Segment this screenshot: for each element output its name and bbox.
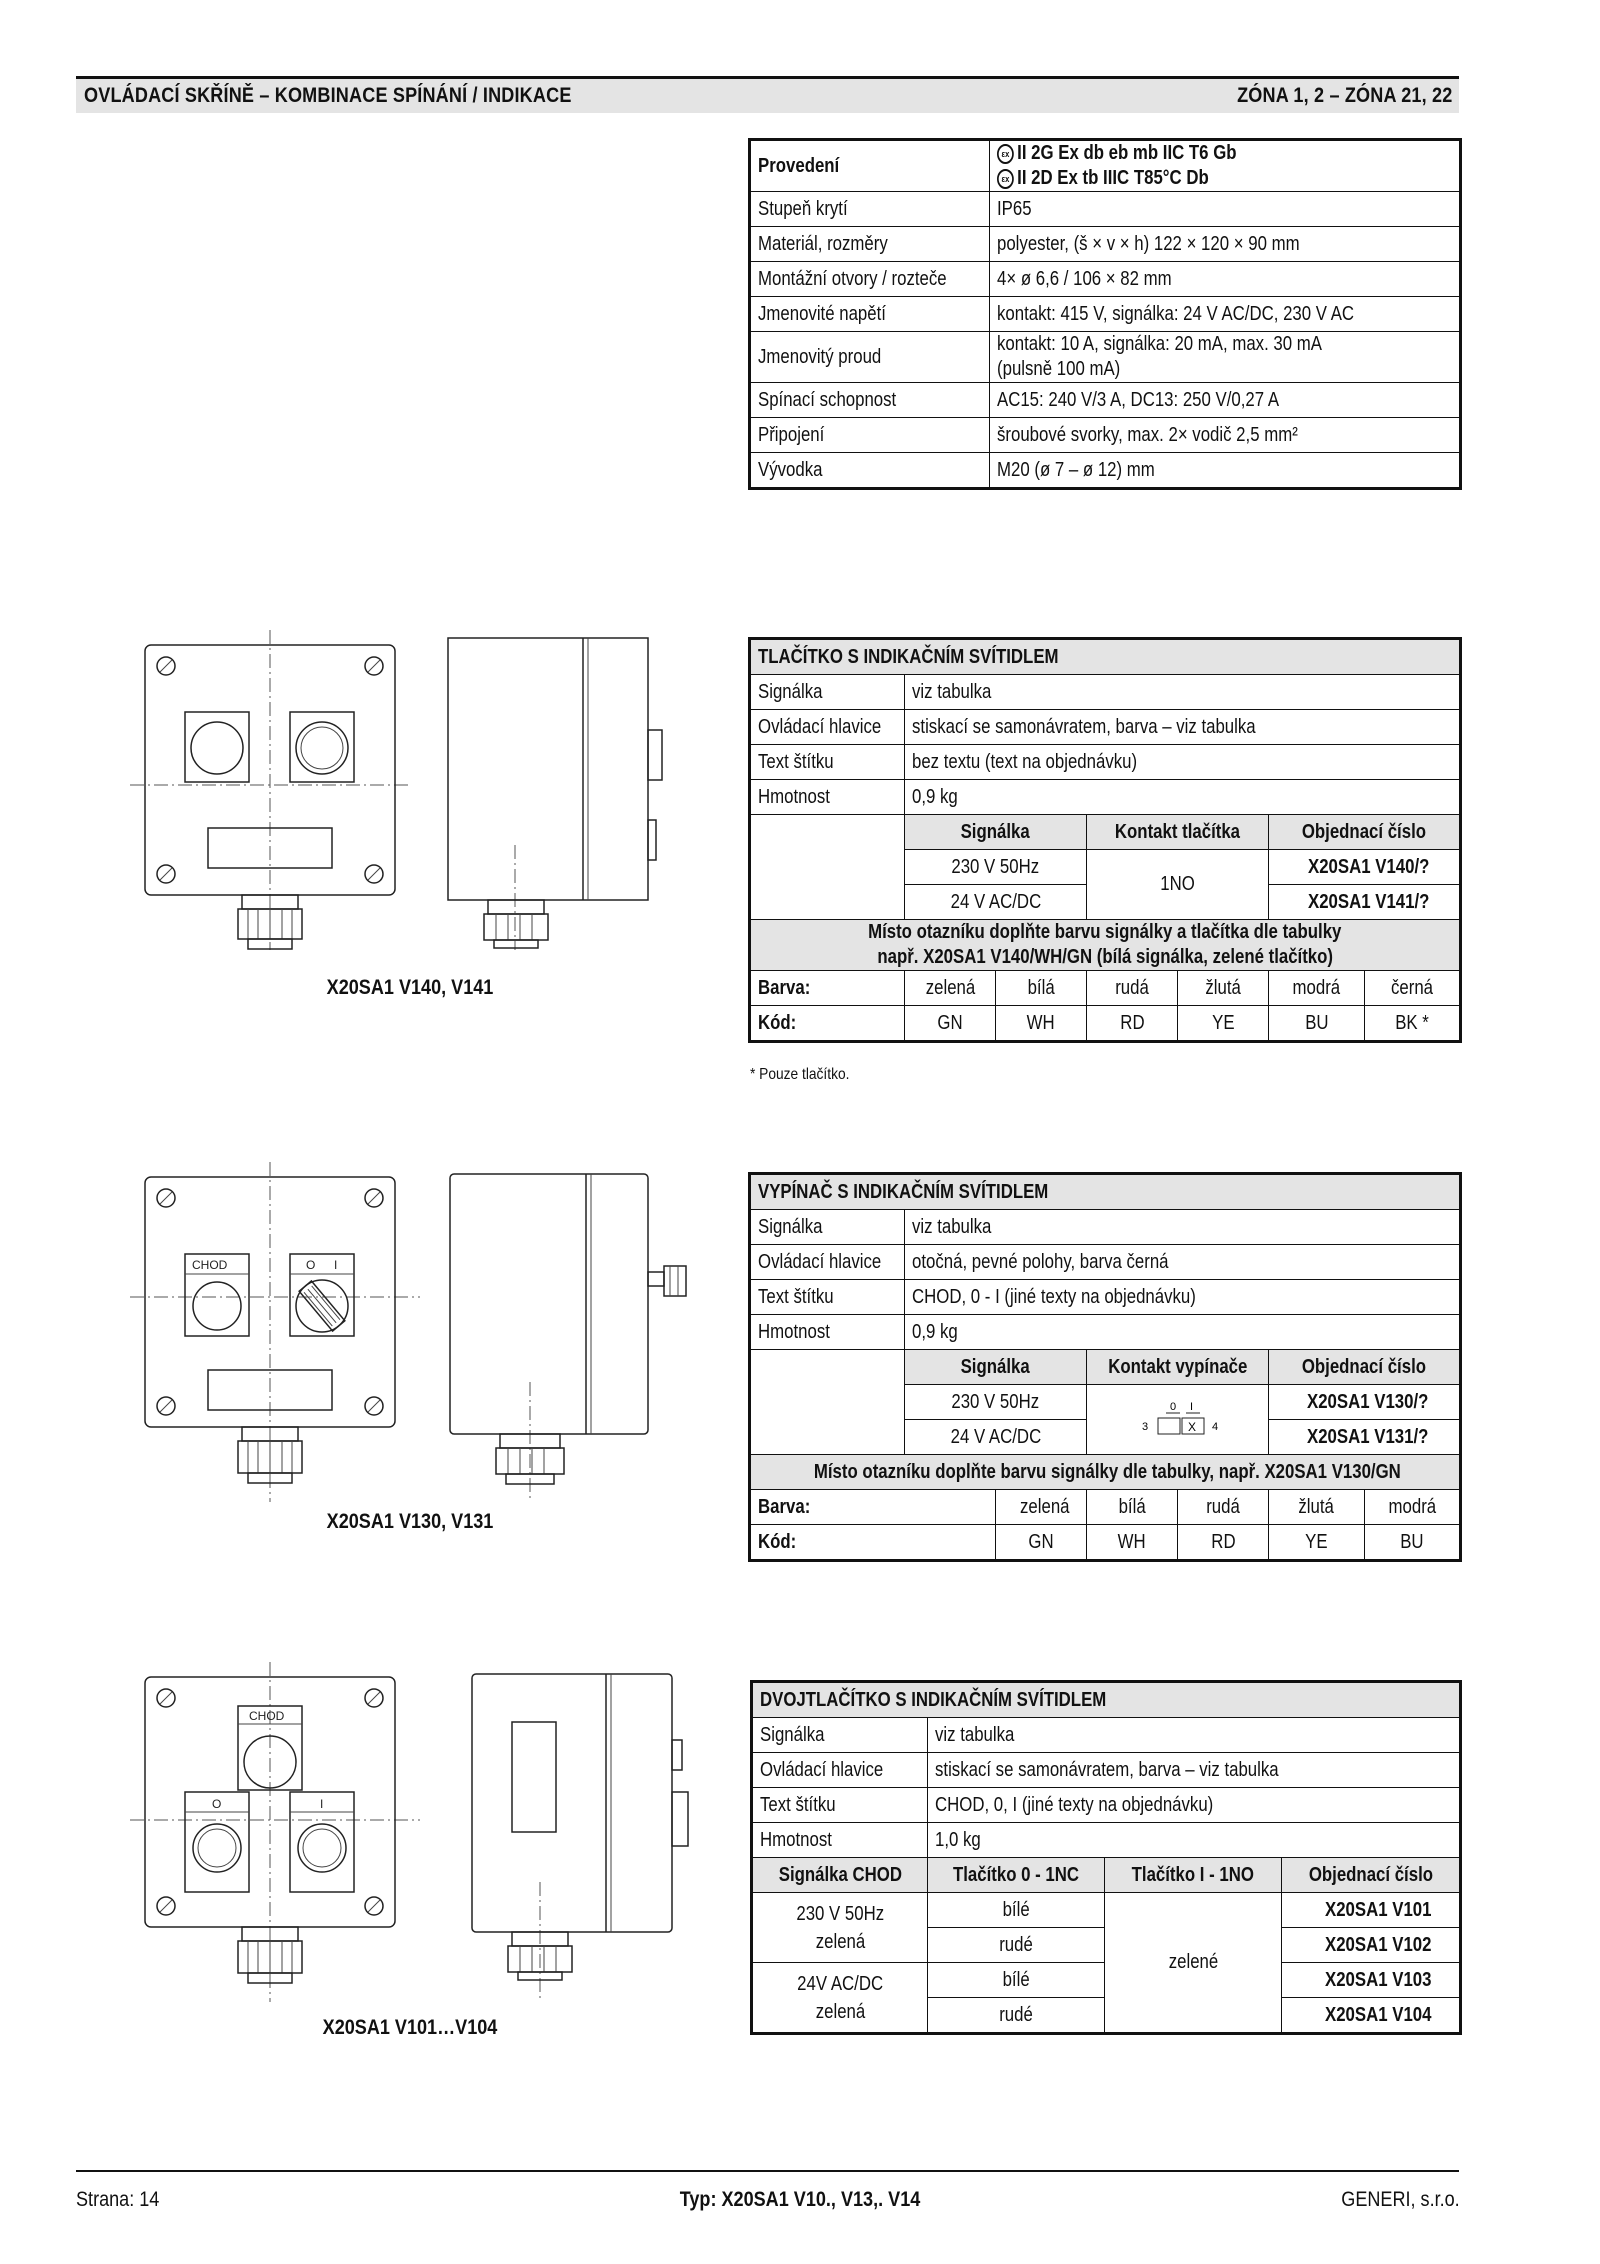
section-title: VYPÍNAČ S INDIKAČNÍM SVÍTIDLEM — [758, 1180, 1049, 1203]
signal-group-line1: 24V AC/DC — [797, 1972, 883, 1995]
color-name: rudá — [1115, 976, 1149, 999]
spec-value: viz tabulka — [935, 1723, 1015, 1746]
button0-color: rudé — [999, 1933, 1033, 1956]
col-header: Objednací číslo — [1301, 820, 1427, 843]
signal-value: 24 V AC/DC — [950, 890, 1041, 913]
order-number: X20SA1 V101 — [1325, 1898, 1432, 1921]
col-header: Kontakt vypínače — [1107, 1355, 1248, 1378]
spec-value: IP65 — [997, 197, 1032, 220]
color-code: GN — [937, 1011, 963, 1034]
order-number: X20SA1 V130/? — [1307, 1390, 1429, 1413]
spec-value: AC15: 240 V/3 A, DC13: 250 V/0,27 A — [997, 388, 1280, 411]
contact-value: 1NO — [1160, 873, 1195, 895]
col-header: Objednací číslo — [1301, 1355, 1427, 1378]
spec-value: stiskací se samonávratem, barva – viz tabulka — [935, 1758, 1279, 1781]
table-row — [752, 1893, 1461, 1928]
order-number: X20SA1 V131/? — [1307, 1425, 1429, 1448]
color-row — [750, 1490, 1461, 1525]
spec-value: otočná, pevné polohy, barva černá — [912, 1250, 1169, 1273]
spec-row — [750, 453, 1461, 489]
ex-symbol-icon: εx — [997, 144, 1014, 164]
signal-value: 230 V 50Hz — [951, 855, 1040, 878]
general-spec-table — [748, 138, 1462, 490]
spec-label: Spínací schopnost — [758, 388, 897, 411]
spec-label: Jmenovité napětí — [758, 302, 886, 325]
color-name: bílá — [1027, 976, 1055, 999]
spec-label: Materiál, rozměry — [758, 232, 888, 255]
drawing-v130-side — [440, 1162, 710, 1502]
footnote: * Pouze tlačítko. — [750, 1066, 850, 1083]
col-header: Tlačítko I - 1NO — [1131, 1863, 1255, 1886]
spec-row — [752, 1788, 1461, 1823]
drawing-v101-front — [130, 1662, 430, 2002]
header-title: OVLÁDACÍ SKŘÍNĚ – KOMBINACE SPÍNÁNÍ / INDIKACE — [84, 84, 572, 107]
header-zone: ZÓNA 1, 2 – ZÓNA 21, 22 — [1236, 84, 1452, 107]
drawing-v101-side — [460, 1662, 720, 2002]
spec-value: šroubové svorky, max. 2× vodič 2,5 mm² — [997, 423, 1298, 446]
color-code: YE — [1305, 1530, 1328, 1553]
spec-value: 4× ø 6,6 / 106 × 82 mm — [997, 267, 1172, 290]
section-title: DVOJTLAČÍTKO S INDIKAČNÍM SVÍTIDLEM — [760, 1688, 1107, 1711]
drawing-v130-front — [130, 1162, 430, 1502]
order-number: X20SA1 V104 — [1325, 2003, 1432, 2026]
order-number: X20SA1 V141/? — [1307, 890, 1429, 913]
button0-color: rudé — [999, 2003, 1033, 2026]
signal-value: 230 V 50Hz — [951, 1390, 1040, 1413]
spec-row — [752, 1718, 1461, 1753]
drawing-v140-side — [440, 630, 680, 950]
spec-label: Ovládací hlavice — [760, 1758, 884, 1781]
spec-label: Text štítku — [758, 750, 834, 773]
v140-spec-table — [748, 637, 1462, 1043]
spec-value: CHOD, 0, I (jiné texty na objednávku) — [935, 1793, 1214, 1816]
spec-row — [750, 192, 1461, 227]
page-number: Strana: 14 — [76, 2188, 160, 2211]
color-name: zelená — [1020, 1495, 1070, 1518]
color-code: RD — [1119, 1011, 1145, 1034]
spec-label: Hmotnost — [758, 1320, 830, 1343]
spec-label: Stupeň krytí — [758, 197, 848, 220]
table-header-row — [750, 1350, 1461, 1385]
spec-label: Signálka — [758, 1215, 823, 1238]
footer-type: Typ: X20SA1 V10., V13,. V14 — [679, 2188, 921, 2211]
spec-value: stiskací se samonávratem, barva – viz tabulka — [912, 715, 1256, 738]
signal-group-line2: zelená — [815, 1930, 865, 1953]
spec-label: Hmotnost — [760, 1828, 832, 1851]
code-row — [750, 1006, 1461, 1042]
ex-symbol-icon: εx — [997, 169, 1014, 189]
color-code: WH — [1117, 1530, 1146, 1553]
spec-label: Ovládací hlavice — [758, 1250, 882, 1273]
switch-one-label: I — [334, 1258, 338, 1272]
button-zero-label: O — [212, 1797, 222, 1811]
spec-label: Hmotnost — [758, 785, 830, 808]
spec-row — [750, 297, 1461, 332]
color-code: YE — [1211, 1011, 1235, 1034]
col-header: Objednací číslo — [1308, 1863, 1433, 1886]
color-name: rudá — [1206, 1495, 1240, 1518]
spec-row — [750, 418, 1461, 453]
spec-row — [750, 675, 1461, 710]
order-number: X20SA1 V102 — [1325, 1933, 1432, 1956]
color-code: BK * — [1395, 1011, 1429, 1034]
spec-value: M20 (ø 7 – ø 12) mm — [997, 458, 1155, 481]
order-number: X20SA1 V140/? — [1307, 855, 1429, 878]
color-code: WH — [1026, 1011, 1055, 1034]
signal-group-line2: zelená — [815, 2000, 865, 2023]
spec-label: Vývodka — [758, 458, 823, 481]
button-one-label: I — [320, 1797, 324, 1811]
spec-row — [750, 332, 1461, 383]
col-header: Kontakt tlačítka — [1114, 820, 1241, 843]
spec-value: kontakt: 415 V, signálka: 24 V AC/DC, 230 V AC — [997, 302, 1355, 325]
spec-row — [750, 745, 1461, 780]
color-code: GN — [1028, 1530, 1054, 1553]
color-name: modrá — [1388, 1495, 1436, 1518]
table-header-row — [752, 1858, 1461, 1893]
spec-row — [750, 1210, 1461, 1245]
spec-value: CHOD, 0 - I (jiné texty na objednávku) — [912, 1285, 1196, 1308]
spec-row — [750, 780, 1461, 815]
color-code: RD — [1210, 1530, 1236, 1553]
spec-label: Signálka — [760, 1723, 825, 1746]
footer-company: GENERI, s.r.o. — [1341, 2188, 1460, 2211]
footer-rule — [76, 2170, 1459, 2172]
spec-label: Ovládací hlavice — [758, 715, 882, 738]
spec-label: Text štítku — [758, 1285, 834, 1308]
chod-label: CHOD — [192, 1258, 228, 1272]
provedeni-line1: II 2G Ex db eb mb IIC T6 Gb — [1017, 142, 1237, 164]
spec-value: 0,9 kg — [912, 785, 958, 808]
spec-row — [750, 1280, 1461, 1315]
switch-sym-0: 0 — [1169, 1400, 1176, 1413]
spec-value: bez textu (text na objednávku) — [912, 750, 1138, 773]
spec-value: viz tabulka — [912, 1215, 992, 1238]
v130-spec-table — [748, 1172, 1462, 1562]
section-title: TLAČÍTKO S INDIKAČNÍM SVÍTIDLEM — [758, 645, 1059, 668]
switch-sym-i: I — [1189, 1400, 1193, 1413]
v101-spec-table — [750, 1680, 1462, 2035]
spec-value: 0,9 kg — [912, 1320, 958, 1343]
spec-row-provedeni — [750, 140, 1461, 192]
drawing-v140-front — [130, 630, 430, 950]
provedeni-line2: II 2D Ex tb IIIC T85°C Db — [1017, 167, 1209, 189]
note-row — [750, 920, 1461, 971]
spec-value-2: (pulsně 100 mA) — [997, 358, 1121, 380]
kod-label: Kód: — [758, 1530, 797, 1553]
barva-label: Barva: — [758, 1495, 811, 1518]
spec-value: polyester, (š × v × h) 122 × 120 × 90 mm — [997, 232, 1300, 255]
caption-v101: X20SA1 V101…V104 — [322, 2016, 498, 2039]
spec-row — [750, 1245, 1461, 1280]
color-code: BU — [1304, 1011, 1329, 1034]
color-row — [750, 971, 1461, 1006]
caption-v140: X20SA1 V140, V141 — [326, 976, 494, 999]
signal-value: 24 V AC/DC — [950, 1425, 1041, 1448]
spec-label: Signálka — [758, 680, 823, 703]
spec-row — [750, 710, 1461, 745]
order-note: Místo otazníku doplňte barvu signálky dle tabulky, např. X20SA1 V130/GN — [813, 1460, 1401, 1483]
spec-row — [750, 1315, 1461, 1350]
order-number: X20SA1 V103 — [1325, 1968, 1432, 1991]
spec-row — [752, 1823, 1461, 1858]
chod-label: CHOD — [249, 1709, 285, 1723]
color-name: žlutá — [1298, 1495, 1335, 1518]
color-name: modrá — [1292, 976, 1341, 999]
switch-sym-4: 4 — [1211, 1420, 1218, 1433]
col-header: Signálka CHOD — [778, 1863, 902, 1886]
col-header: Signálka — [960, 1355, 1031, 1378]
spec-value: kontakt: 10 A, signálka: 20 mA, max. 30 mA — [997, 333, 1322, 355]
signal-group-line1: 230 V 50Hz — [796, 1902, 884, 1925]
barva-label: Barva: — [758, 976, 811, 999]
switch-zero-label: O — [306, 1258, 316, 1272]
order-note-line1: Místo otazníku doplňte barvu signálky a tlačítka dle tabulky — [868, 921, 1342, 943]
spec-label: Montážní otvory / rozteče — [758, 267, 947, 290]
color-name: bílá — [1118, 1495, 1146, 1518]
button0-color: bílé — [1002, 1968, 1030, 1991]
caption-v130: X20SA1 V130, V131 — [326, 1510, 494, 1533]
color-name: zelená — [925, 976, 975, 999]
spec-row — [750, 227, 1461, 262]
switch-sym-3: 3 — [1141, 1420, 1148, 1433]
kod-label: Kód: — [758, 1011, 797, 1034]
order-note-line2: např. X20SA1 V140/WH/GN (bílá signálka, zelené tlačítko) — [877, 946, 1333, 968]
switch-sym-x: X — [1187, 1419, 1196, 1434]
button0-color: bílé — [1002, 1898, 1030, 1921]
spec-value: 1,0 kg — [935, 1828, 981, 1851]
spec-value: viz tabulka — [912, 680, 992, 703]
color-code: BU — [1400, 1530, 1424, 1553]
spec-row — [752, 1753, 1461, 1788]
note-row — [750, 1455, 1461, 1490]
spec-label: Připojení — [758, 423, 825, 446]
switch-contact-symbol — [1118, 1398, 1238, 1442]
col-header: Tlačítko 0 - 1NC — [952, 1863, 1080, 1886]
spec-row — [750, 262, 1461, 297]
spec-label: Jmenovitý proud — [758, 345, 882, 368]
spec-label: Text štítku — [760, 1793, 836, 1816]
col-header: Signálka — [960, 820, 1031, 843]
table-header-row — [750, 815, 1461, 850]
code-row — [750, 1525, 1461, 1561]
color-name: černá — [1391, 976, 1434, 999]
buttonI-color: zelené — [1168, 1951, 1218, 1973]
spec-row — [750, 383, 1461, 418]
provedeni-label: Provedení — [758, 154, 840, 177]
color-name: žlutá — [1205, 976, 1241, 999]
